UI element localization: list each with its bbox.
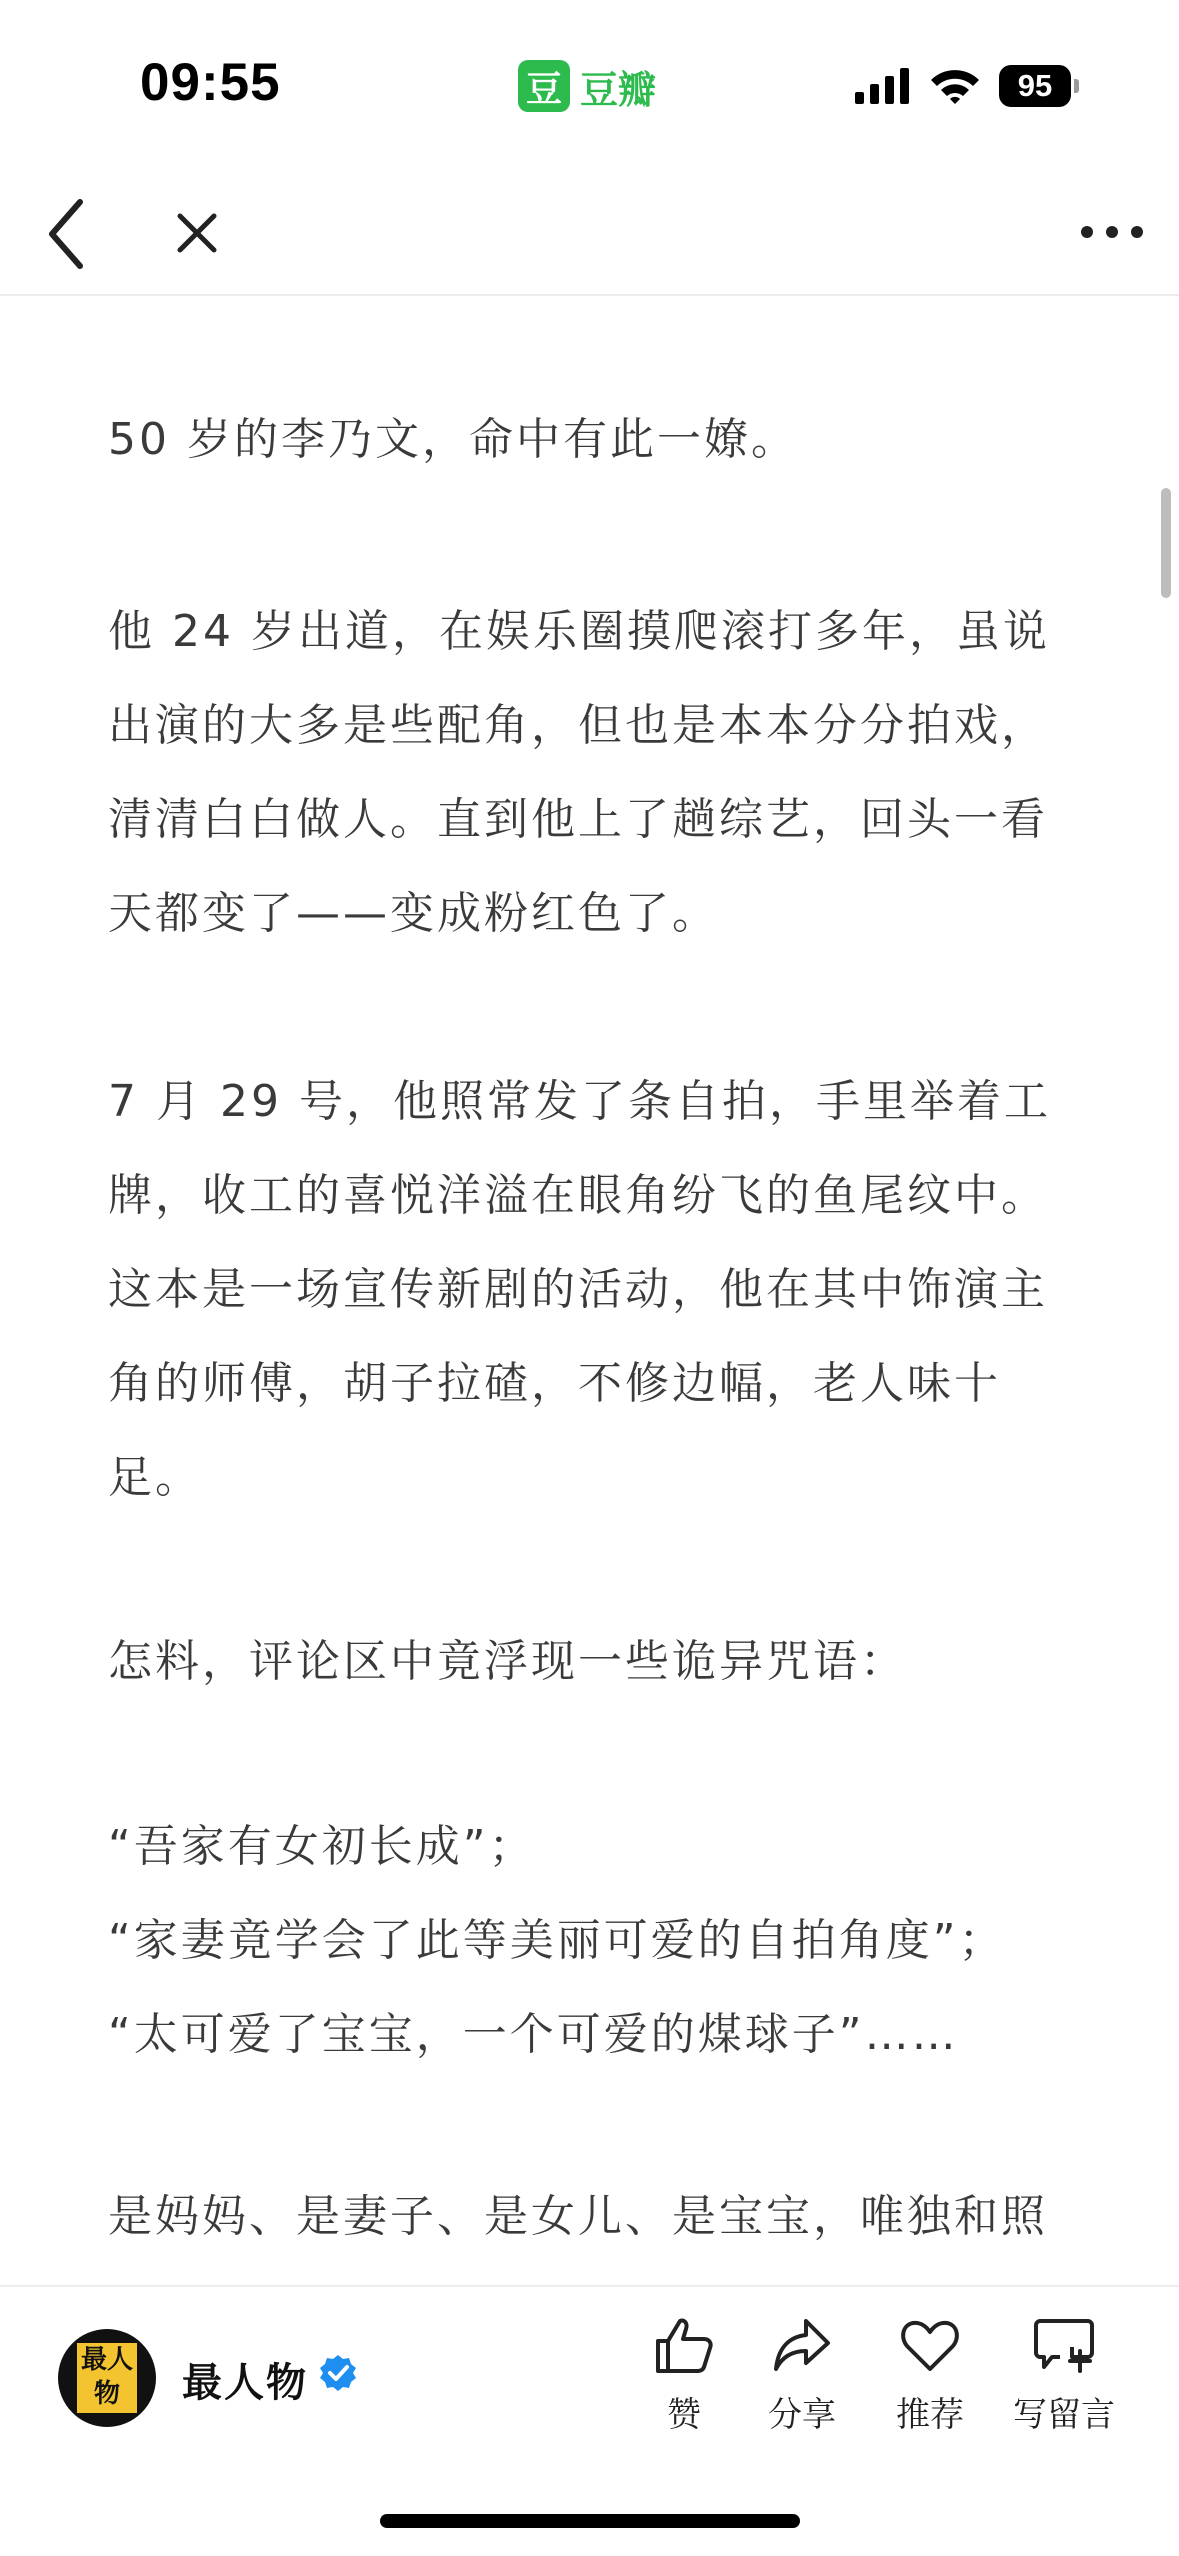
status-app-indicator xyxy=(518,58,656,114)
home-indicator[interactable] xyxy=(380,2514,800,2528)
verified-icon xyxy=(318,2353,358,2393)
more-icon[interactable] xyxy=(1079,212,1145,252)
comment-plus-icon xyxy=(1032,2315,1096,2377)
share-label: 分享 xyxy=(768,2395,836,2435)
share-button[interactable] xyxy=(742,2315,862,2445)
status-app-name: 豆瓣 xyxy=(580,67,657,112)
comment-button[interactable] xyxy=(998,2315,1130,2445)
status-bar xyxy=(0,0,1179,170)
article-paragraph: 怎料，评论区中竟浮现一些诡异咒语： xyxy=(108,1636,907,1687)
recommend-label: 推荐 xyxy=(896,2395,964,2435)
author-name[interactable]: 最人物 xyxy=(182,2360,308,2406)
battery-level: 95 xyxy=(999,65,1071,107)
article-paragraph: 50 岁的李乃文，命中有此一嫽。 xyxy=(108,414,798,465)
article-paragraph: 他 24 岁出道，在娱乐圈摸爬滚打多年，虽说出演的大多是些配角，但也是本本分分拍戏，清清白白做人。直到他上了趟综艺，回头一看天都变了——变成粉红色了。 xyxy=(108,606,1050,939)
status-indicators xyxy=(853,64,1079,108)
action-group xyxy=(624,2315,1144,2445)
like-button[interactable] xyxy=(624,2315,744,2445)
quote-line: “家妻竟学会了此等美丽可爱的自拍角度”； xyxy=(108,1915,1006,1966)
battery-indicator xyxy=(999,65,1079,107)
article-paragraph: 是妈妈、是妻子、是女儿、是宝宝，唯独和照 xyxy=(108,2191,1048,2242)
quote-list xyxy=(108,1800,1078,2082)
share-icon xyxy=(770,2315,834,2377)
close-icon[interactable] xyxy=(170,206,224,260)
article-paragraph: 7 月 29 号，他照常发了条自拍，手里举着工牌，收工的喜悦洋溢在眼角纷飞的鱼尾纹中。这本是一场宣传新剧的活动，他在其中饰演主角的师傅，胡子拉碴，不修边幅，老人味十足。 xyxy=(108,1076,1051,1503)
nav-bar xyxy=(0,170,1179,296)
comment-label: 写留言 xyxy=(1013,2395,1115,2435)
douban-icon: 豆 xyxy=(518,60,570,112)
quote-line: “太可爱了宝宝，一个可爱的煤球子”…… xyxy=(108,2009,959,2060)
heart-icon xyxy=(898,2315,962,2377)
recommend-button[interactable] xyxy=(870,2315,990,2445)
thumbs-up-icon xyxy=(652,2315,716,2377)
article-body xyxy=(108,295,1078,2285)
cellular-signal-icon xyxy=(853,66,913,106)
battery-tip xyxy=(1074,79,1079,93)
status-time: 09:55 xyxy=(140,53,281,112)
like-label: 赞 xyxy=(667,2395,701,2435)
chevron-left-icon[interactable] xyxy=(42,194,92,274)
avatar-logo: 最人物 xyxy=(77,2343,137,2413)
wifi-icon xyxy=(929,66,981,106)
scrollbar[interactable] xyxy=(1161,488,1171,598)
avatar[interactable] xyxy=(58,2329,156,2427)
quote-line: “吾家有女初长成”； xyxy=(108,1821,536,1872)
